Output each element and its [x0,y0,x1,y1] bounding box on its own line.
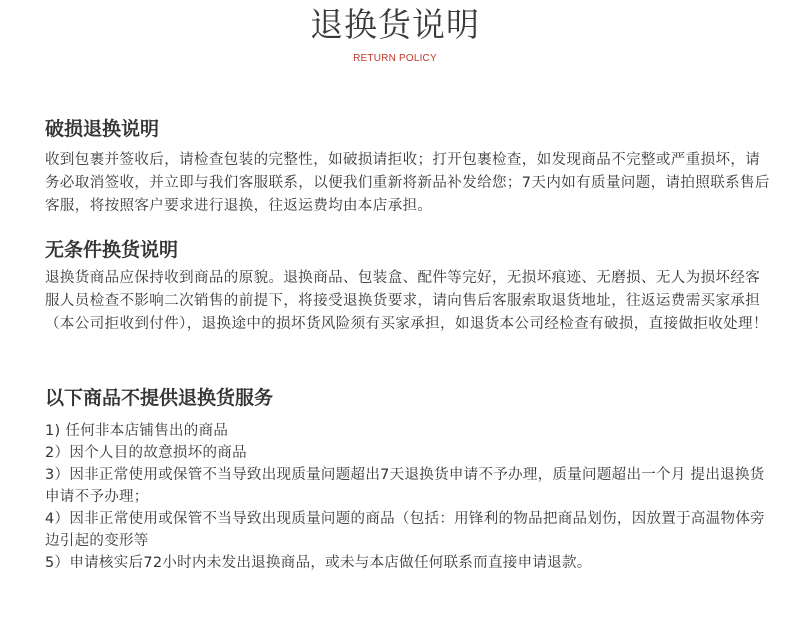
list-item: 2）因个人目的故意损坏的商品 [45,445,247,461]
section-unconditional-exchange [45,237,770,336]
section-heading: 破损退换说明 [45,118,160,140]
section-damage-return [45,116,770,218]
section-heading: 无条件换货说明 [45,239,179,261]
section-body: 退换货商品应保持收到商品的原貌。退换商品、包装盒、配件等完好，无损坏痕迹、无磨损、无人为损坏经客服人员检查不影响二次销售的前提下，将接受退换货要求，请向售后客服索取退货地址，往返运费需买家承担（本公司拒收到付件），退换途中的损坏货风险须有买家承担，如退货本公司经检查有破损，直接做拒收处理！ [45,270,768,332]
list-item: 1) 任何非本店铺售出的商品 [45,423,229,439]
non-returnable-list [45,420,770,574]
section-non-returnable [45,385,770,574]
list-item: 3）因非正常使用或保管不当导致出现质量问题超出7天退换货申请不予办理，质量问题超出一个月 提出退换货申请不予办理； [45,467,765,505]
section-body: 收到包裹并签收后，请检查包装的完整性，如破损请拒收；打开包裹检查，如发现商品不完整或严重损坏，请务必取消签收，并立即与我们客服联系，以便我们重新将新品补发给您；7天内如有质量问题，请拍照联系售后客服，将按照客户要求进行退换，往返运费均由本店承担。 [45,152,770,214]
section-heading: 以下商品不提供退换货服务 [45,387,274,409]
page-subtitle: RETURN POLICY [353,53,437,64]
list-item: 4）因非正常使用或保管不当导致出现质量问题的商品（包括：用锋利的物品把商品划伤，因放置于高温物体旁边引起的变形等 [45,511,765,549]
page-title: 退换货说明 [310,5,480,44]
list-item: 5）申请核实后72小时内未发出退换商品，或未与本店做任何联系而直接申请退款。 [45,555,592,571]
